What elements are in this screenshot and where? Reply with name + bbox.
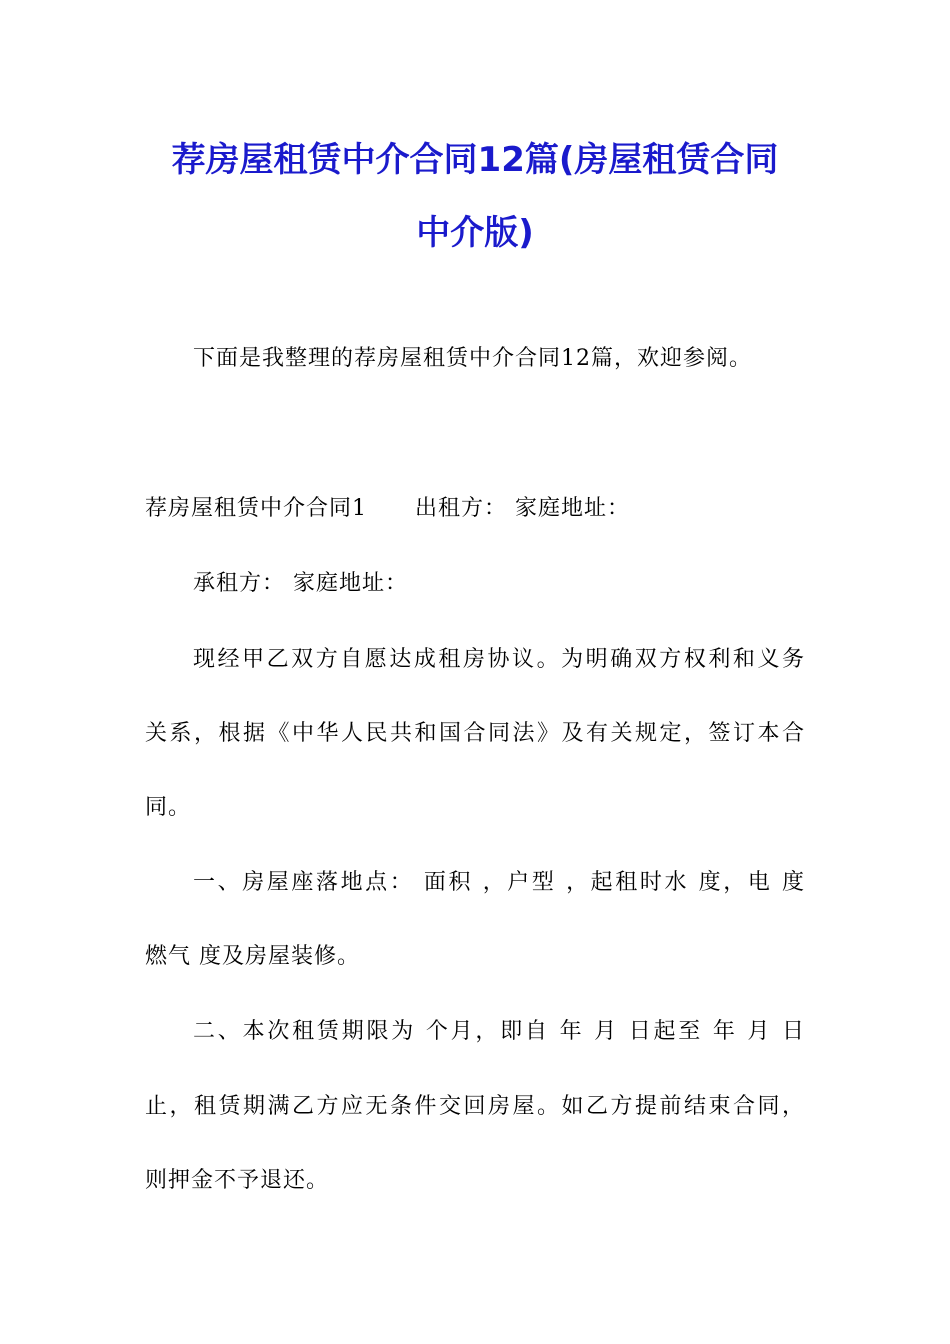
contract-heading: 荐房屋租赁中介合同1 — [145, 496, 367, 521]
document-title-line-2: 中介版) — [416, 213, 534, 253]
preamble-line-1: 现经甲乙双方自愿达成租房协议。为明确双方权利和义务 — [193, 647, 805, 672]
clause-1-line-2: 燃气 度及房屋装修。 — [145, 944, 360, 969]
contract-heading-line — [145, 494, 805, 524]
preamble-line-3: 同。 — [145, 795, 192, 820]
lessor-field: 出租方： 家庭地址： — [415, 496, 630, 521]
preamble-line-2: 关系，根据《中华人民共和国合同法》及有关规定，签订本合 — [145, 721, 805, 746]
clause-2-line-1: 二、本次租赁期限为 个月，即自 年 月 日起至 年 月 日 — [193, 1019, 805, 1044]
clause-2-line-3: 则押金不予退还。 — [145, 1168, 330, 1193]
intro-paragraph: 下面是我整理的荐房屋租赁中介合同12篇，欢迎参阅。 — [193, 346, 752, 371]
document-title-line-1: 荐房屋租赁中介合同12篇(房屋租赁合同 — [171, 140, 779, 180]
clause-2-line-2: 止，租赁期满乙方应无条件交回房屋。如乙方提前结束合同， — [145, 1094, 805, 1119]
clause-1-line-1: 一、房屋座落地点： 面积 ，户型 ，起租时水 度，电 度 — [193, 870, 805, 895]
lessee-field: 承租方： 家庭地址： — [193, 571, 408, 596]
